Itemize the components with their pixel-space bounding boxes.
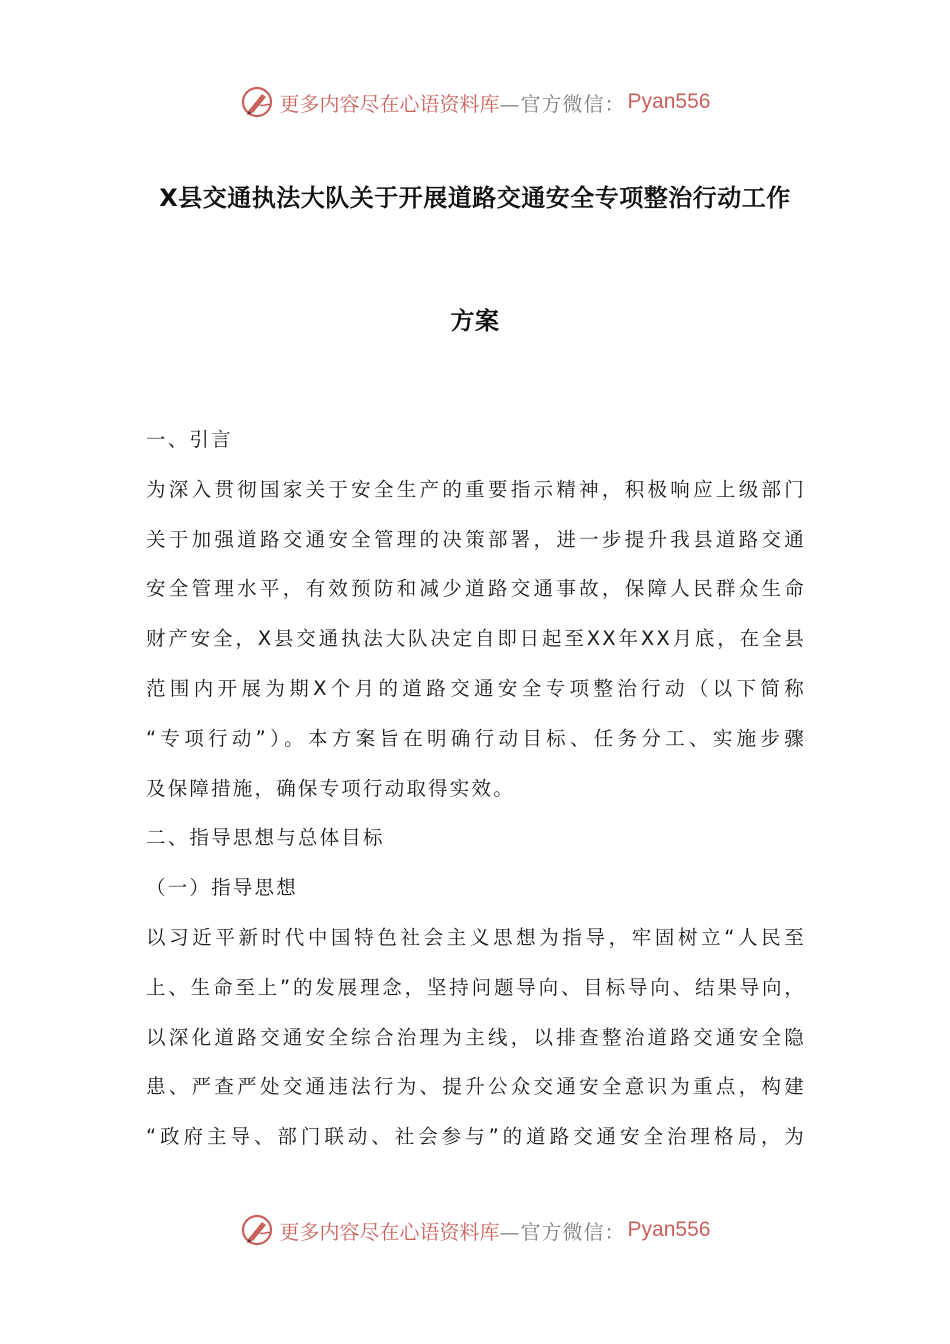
watermark-banner-bottom (0, 1210, 950, 1250)
watermark-wechat-id: Pyan556 (627, 1218, 711, 1241)
paragraph-line: 以深化道路交通安全综合治理为主线，以排查整治道路交通安全隐 (146, 1025, 806, 1049)
paragraph-line: 关于加强道路交通安全管理的决策部署，进一步提升我县道路交通 (146, 527, 806, 551)
paragraph-line: “专项行动”）。本方案旨在明确行动目标、任务分工、实施步骤 (146, 726, 806, 750)
paragraph-line: 财产安全，X县交通执法大队决定自即日起至XX年XX月底，在全县 (146, 627, 806, 651)
paragraph-line: 范围内开展为期X个月的道路交通安全专项整治行动（以下简称 (146, 676, 806, 700)
section-heading: 一、引言 (146, 428, 233, 451)
paragraph-line: 安全管理水平，有效预防和减少道路交通事故，保障人民群众生命 (146, 577, 806, 601)
document-body (146, 415, 806, 1162)
paragraph-line: 患、严查严处交通违法行为、提升公众交通安全意识为重点，构建 (146, 1075, 806, 1099)
watermark-banner-top (0, 82, 950, 122)
watermark-text: 更多内容尽在心语资料库 (279, 1219, 500, 1244)
paragraph-line: 以习近平新时代中国特色社会主义思想为指导，牢固树立“人民至 (146, 925, 806, 949)
document-title: X县交通执法大队关于开展道路交通安全专项整治行动工作 (159, 184, 791, 212)
paragraph-line: 上、生命至上”的发展理念，坚持问题导向、目标导向、结果导向， (146, 975, 806, 999)
paragraph-line: 及保障措施，确保专项行动取得实效。 (146, 776, 515, 800)
pen-logo-icon (240, 85, 274, 119)
document-title-continued: 方案 (450, 307, 500, 335)
subsection-heading: （一）指导思想 (146, 876, 298, 900)
watermark-wechat-id: Pyan556 (627, 90, 711, 113)
section-heading: 二、指导思想与总体目标 (146, 826, 385, 850)
paragraph-line: “政府主导、部门联动、社会参与”的道路交通安全治理格局，为 (146, 1125, 806, 1149)
paragraph-line: 为深入贯彻国家关于安全生产的重要指示精神，积极响应上级部门 (146, 477, 806, 501)
pen-logo-icon (240, 1213, 274, 1247)
watermark-text: 更多内容尽在心语资料库 (279, 91, 500, 116)
watermark-wechat-label: —官方微信： (499, 91, 626, 116)
watermark-wechat-label: —官方微信： (499, 1219, 626, 1244)
